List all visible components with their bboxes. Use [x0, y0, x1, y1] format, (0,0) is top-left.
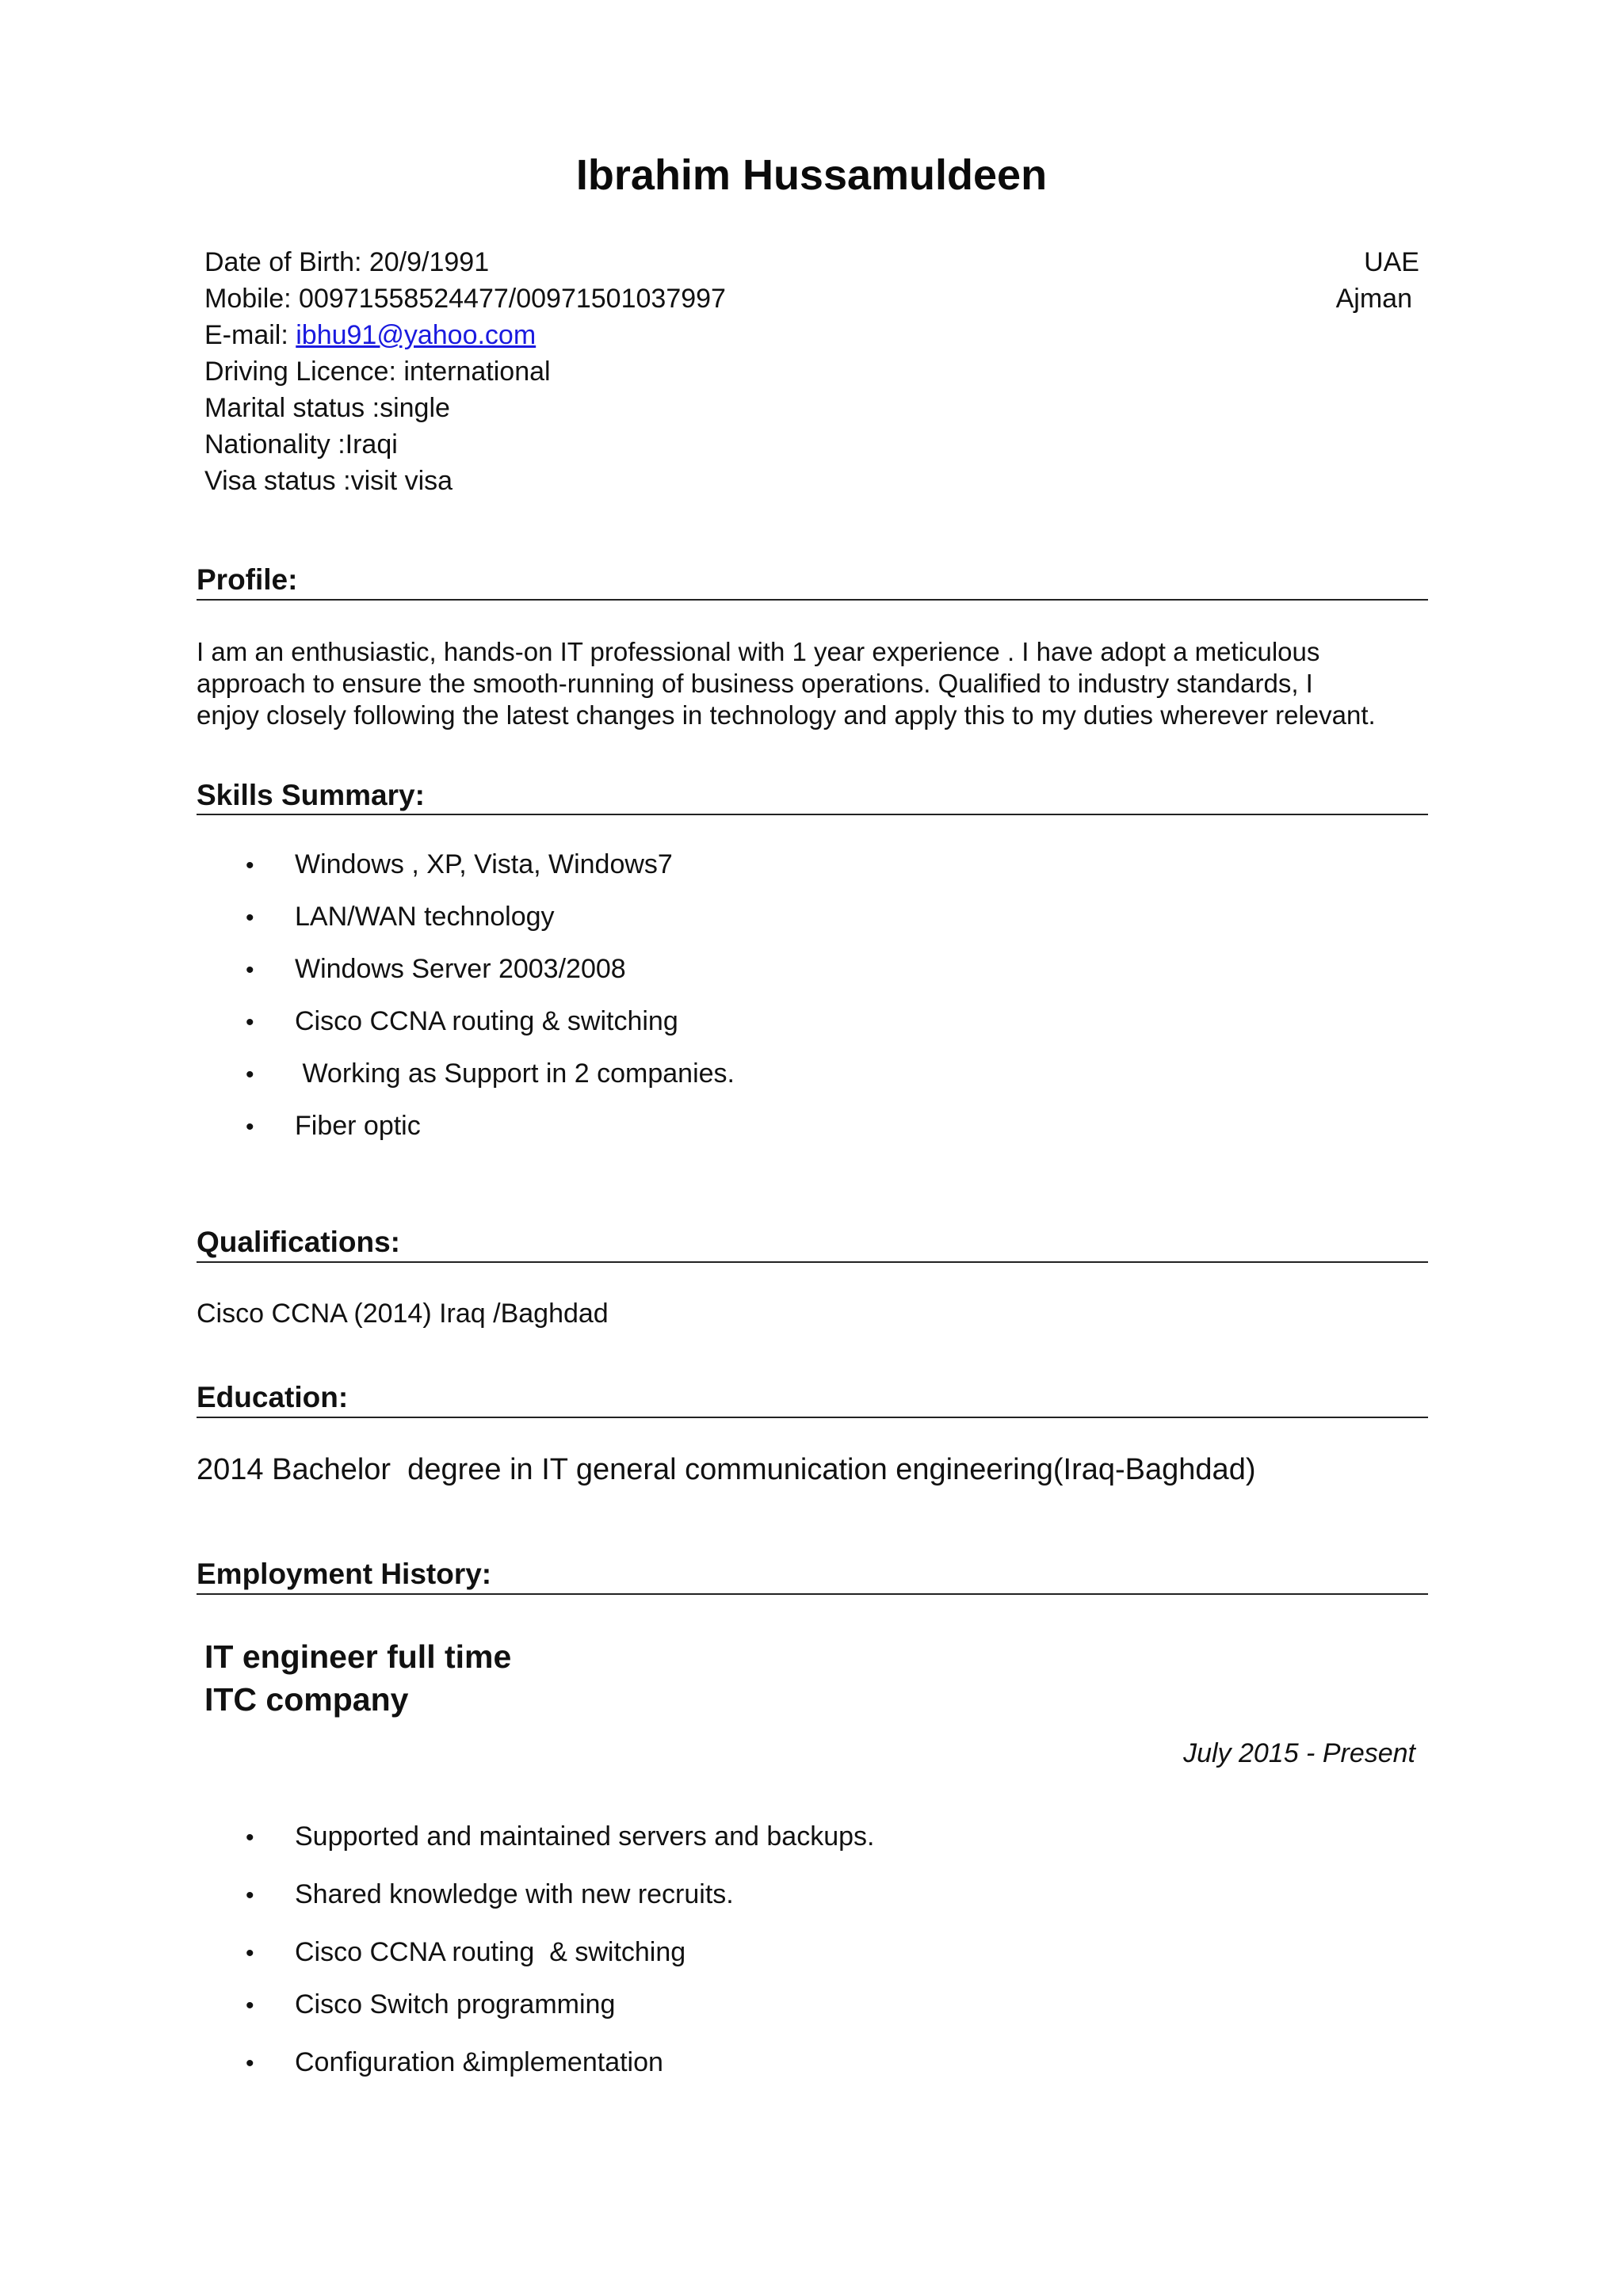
qualification-text: Cisco CCNA (2014) Iraq /Baghdad — [197, 1299, 609, 1329]
qualifications-divider — [197, 1261, 1428, 1263]
job-company: ITC company — [204, 1681, 409, 1718]
skill-item: • LAN/WAN technology — [246, 898, 555, 936]
bullet-icon: • — [246, 1062, 254, 1088]
bullet-icon: • — [246, 1882, 254, 1909]
duty-item: • Supported and maintained servers and backups. — [246, 1818, 874, 1856]
marital-status: Marital status :single — [204, 393, 450, 423]
employment-heading: Employment History: — [197, 1558, 492, 1590]
email-link[interactable]: ibhu91@yahoo.com — [296, 320, 537, 350]
profile-text — [197, 636, 1433, 731]
skill-item: • Windows Server 2003/2008 — [246, 951, 626, 989]
bullet-icon: • — [246, 1993, 254, 2019]
profile-line: I am an enthusiastic, hands-on IT professional with 1 year experience . I have adopt a meticulous — [197, 637, 1320, 666]
profile-divider — [197, 599, 1428, 601]
email-row — [204, 317, 536, 353]
education-text: 2014 Bachelor degree in IT general communication engineering(Iraq-Baghdad) — [197, 1453, 1256, 1486]
skills-heading: Skills Summary: — [197, 779, 425, 811]
city: Ajman — [1335, 284, 1412, 314]
job-dates: July 2015 - Present — [1183, 1738, 1415, 1768]
education-divider — [197, 1417, 1428, 1418]
employment-divider — [197, 1593, 1428, 1595]
profile-line: approach to ensure the smooth-running of business operations. Qualified to industry standards, I — [197, 669, 1313, 698]
date-of-birth: Date of Birth: 20/9/1991 — [204, 247, 490, 277]
skill-item: • Cisco CCNA routing & switching — [246, 1003, 678, 1041]
country: UAE — [1364, 247, 1419, 277]
duty-item: • Cisco Switch programming — [246, 1986, 615, 2024]
bullet-icon: • — [246, 852, 254, 879]
driving-licence: Driving Licence: international — [204, 357, 551, 387]
candidate-name: Ibrahim Hussamuldeen — [575, 151, 1048, 199]
email-label: E-mail: — [204, 320, 296, 350]
profile-line: enjoy closely following the latest changes in technology and apply this to my duties wherever relevant. — [197, 700, 1376, 730]
nationality: Nationality :Iraqi — [204, 429, 398, 460]
profile-heading: Profile: — [197, 563, 298, 596]
education-heading: Education: — [197, 1381, 349, 1413]
skill-item: • Fiber optic — [246, 1108, 421, 1146]
bullet-icon: • — [246, 957, 254, 983]
skills-divider — [197, 814, 1428, 815]
bullet-icon: • — [246, 1940, 254, 1966]
skill-item: • Working as Support in 2 companies. — [246, 1055, 735, 1093]
visa-status: Visa status :visit visa — [204, 466, 453, 496]
duty-item: • Configuration &implementation — [246, 2044, 663, 2082]
bullet-icon: • — [246, 1114, 254, 1140]
duty-item: • Cisco CCNA routing & switching — [246, 1934, 685, 1972]
bullet-icon: • — [246, 2050, 254, 2077]
skill-item: • Windows , XP, Vista, Windows7 — [246, 846, 673, 884]
bullet-icon: • — [246, 1825, 254, 1851]
mobile-number: Mobile: 00971558524477/00971501037997 — [204, 284, 726, 314]
bullet-icon: • — [246, 905, 254, 931]
qualifications-heading: Qualifications: — [197, 1226, 400, 1258]
duty-item: • Shared knowledge with new recruits. — [246, 1876, 734, 1914]
bullet-icon: • — [246, 1009, 254, 1035]
job-role: IT engineer full time — [204, 1638, 512, 1675]
